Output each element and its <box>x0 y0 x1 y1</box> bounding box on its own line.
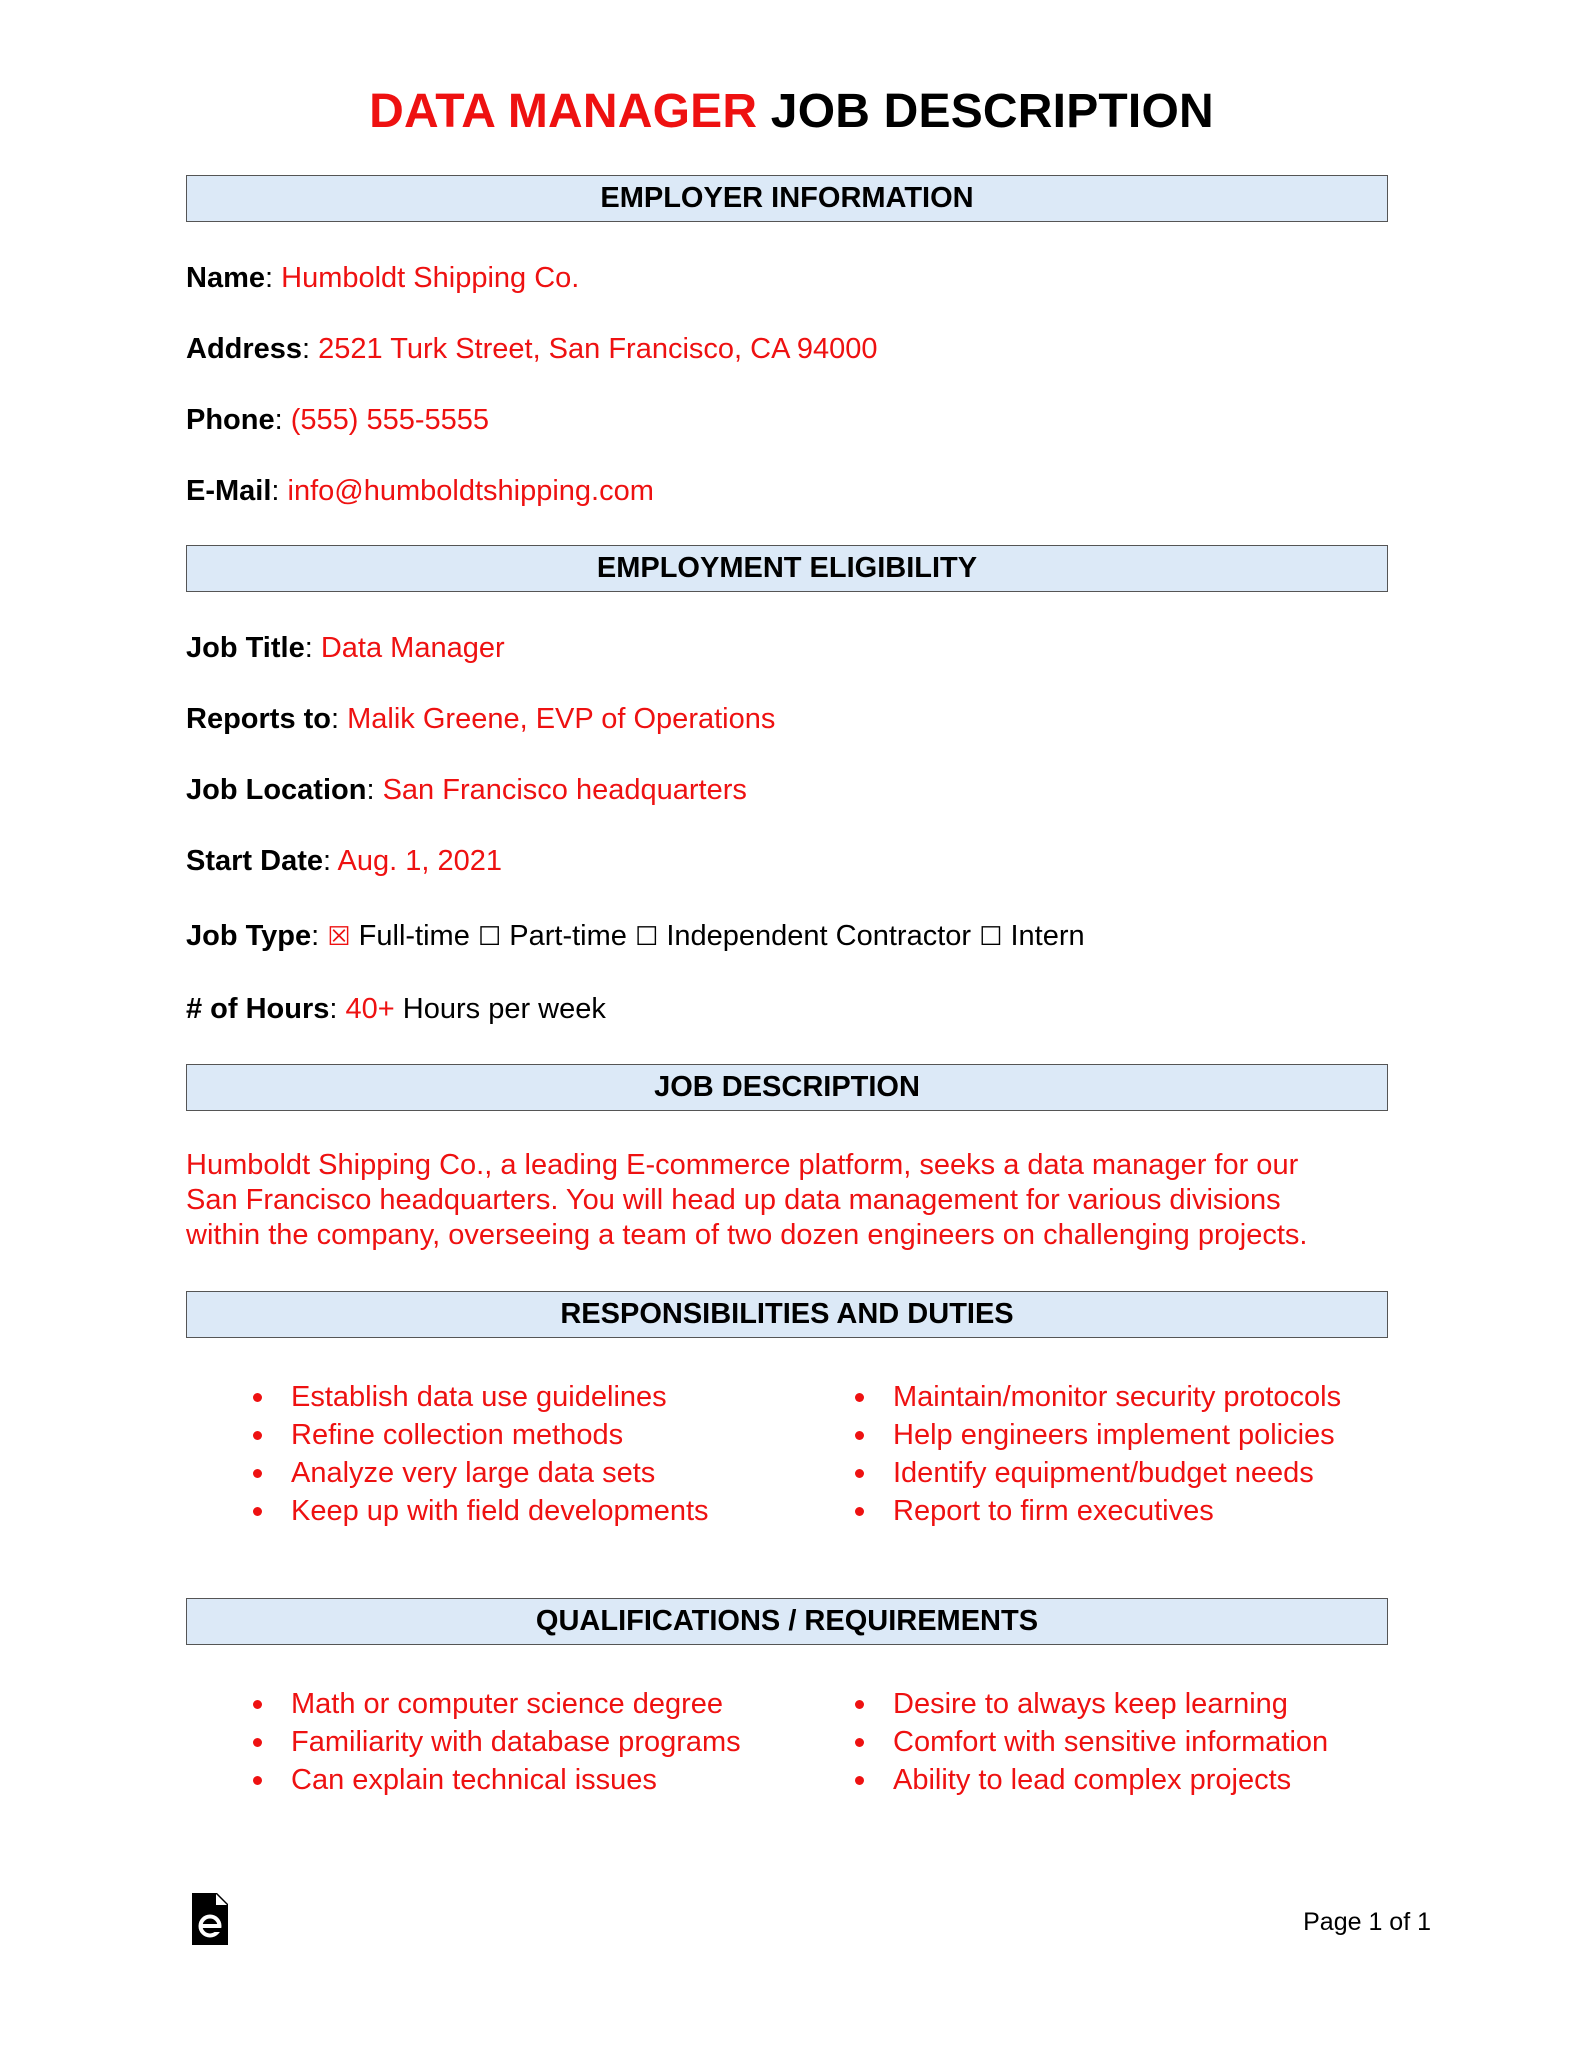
reports-to-value: Malik Greene, EVP of Operations <box>347 703 776 735</box>
eforms-logo-icon <box>192 1893 228 1945</box>
employer-address-value: 2521 Turk Street, San Francisco, CA 94000 <box>318 333 878 365</box>
job-type-contractor-label: Independent Contractor <box>666 920 972 952</box>
employer-email-value: info@humboldtshipping.com <box>287 475 654 507</box>
document-title <box>0 84 1583 139</box>
list-item: Maintain/monitor security protocols <box>849 1378 1341 1416</box>
checkbox-intern[interactable]: ☐ <box>979 922 1003 952</box>
list-item: Report to firm executives <box>849 1492 1341 1530</box>
responsibilities-left-list <box>247 1378 709 1530</box>
section-employment-eligibility: EMPLOYMENT ELIGIBILITY <box>186 545 1388 592</box>
job-type-field: Job Type: ☒ Full-time ☐ Part-time ☐ Independent Contractor ☐ Intern <box>186 920 1085 952</box>
qualifications-left-list <box>247 1685 741 1799</box>
reports-to-label: Reports to <box>186 703 331 735</box>
checkbox-part-time[interactable]: ☐ <box>477 922 502 952</box>
employer-phone-field: Phone: (555) 555-5555 <box>186 404 490 436</box>
job-type-part-time-label: Part-time <box>509 920 627 952</box>
employer-email-label: E-Mail <box>186 475 272 507</box>
section-qualifications: QUALIFICATIONS / REQUIREMENTS <box>186 1598 1388 1645</box>
list-item: Establish data use guidelines <box>247 1378 709 1416</box>
job-description-paragraph <box>186 1148 1396 1253</box>
list-item: Help engineers implement policies <box>849 1416 1341 1454</box>
list-item: Comfort with sensitive information <box>849 1723 1328 1761</box>
title-rest: JOB DESCRIPTION <box>757 85 1214 138</box>
description-line: San Francisco headquarters. You will head up data management for various divisions <box>186 1184 1281 1216</box>
employer-phone-label: Phone <box>186 404 275 436</box>
hours-suffix: Hours per week <box>394 993 606 1025</box>
start-date-field: Start Date: Aug. 1, 2021 <box>186 845 502 877</box>
page-number: Page 1 of 1 <box>1303 1908 1431 1936</box>
employer-address-label: Address <box>186 333 303 365</box>
list-item: Keep up with field developments <box>247 1492 709 1530</box>
list-item: Desire to always keep learning <box>849 1685 1328 1723</box>
qualifications-right-list <box>849 1685 1328 1799</box>
list-item: Math or computer science degree <box>247 1685 741 1723</box>
job-title-label: Job Title <box>186 632 305 664</box>
job-title-field: Job Title: Data Manager <box>186 632 505 664</box>
employer-name-value: Humboldt Shipping Co. <box>281 262 580 294</box>
start-date-label: Start Date <box>186 845 323 877</box>
checkbox-independent-contractor[interactable]: ☐ <box>634 922 659 952</box>
description-line: Humboldt Shipping Co., a leading E-commerce platform, seeks a data manager for our <box>186 1149 1299 1181</box>
list-item: Refine collection methods <box>247 1416 709 1454</box>
employer-phone-value: (555) 555-5555 <box>290 404 490 436</box>
responsibilities-right-list <box>849 1378 1341 1530</box>
employer-name-label: Name <box>186 262 265 294</box>
list-item: Familiarity with database programs <box>247 1723 741 1761</box>
job-type-full-time-label: Full-time <box>358 920 470 952</box>
start-date-value: Aug. 1, 2021 <box>337 845 502 877</box>
list-item: Can explain technical issues <box>247 1761 741 1799</box>
hours-value: 40+ <box>345 993 395 1025</box>
title-highlight: DATA MANAGER <box>369 85 758 138</box>
reports-to-field: Reports to: Malik Greene, EVP of Operations <box>186 703 776 735</box>
employer-email-field: E-Mail: info@humboldtshipping.com <box>186 475 654 507</box>
checkbox-full-time[interactable]: ☒ <box>327 922 351 952</box>
hours-field: # of Hours: 40+ Hours per week <box>186 993 606 1025</box>
list-item: Analyze very large data sets <box>247 1454 709 1492</box>
job-location-label: Job Location <box>186 774 367 806</box>
job-type-label: Job Type <box>186 920 312 952</box>
description-line: within the company, overseeing a team of two dozen engineers on challenging projects. <box>186 1219 1308 1251</box>
section-job-description: JOB DESCRIPTION <box>186 1064 1388 1111</box>
employer-name-field: Name: Humboldt Shipping Co. <box>186 262 580 294</box>
job-location-field: Job Location: San Francisco headquarters <box>186 774 747 806</box>
hours-label: # of Hours <box>186 993 330 1025</box>
section-responsibilities: RESPONSIBILITIES AND DUTIES <box>186 1291 1388 1338</box>
job-type-intern-label: Intern <box>1010 920 1085 952</box>
section-employer-information: EMPLOYER INFORMATION <box>186 175 1388 222</box>
job-title-value: Data Manager <box>320 632 505 664</box>
list-item: Ability to lead complex projects <box>849 1761 1328 1799</box>
list-item: Identify equipment/budget needs <box>849 1454 1341 1492</box>
employer-address-field: Address: 2521 Turk Street, San Francisco, CA 94000 <box>186 333 878 365</box>
job-location-value: San Francisco headquarters <box>382 774 747 806</box>
